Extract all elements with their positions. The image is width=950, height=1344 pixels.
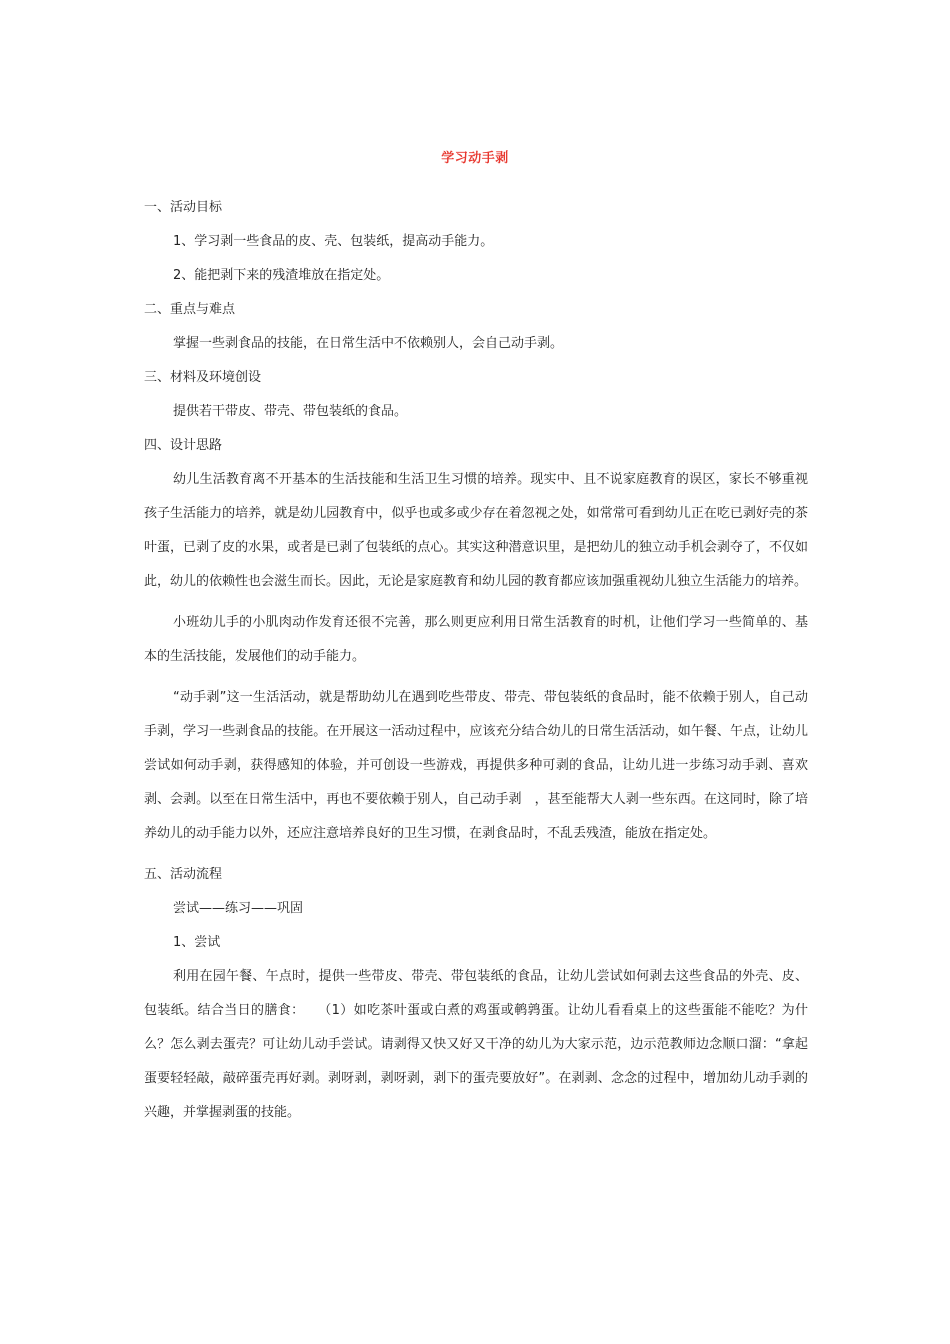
design-paragraph-2: 小班幼儿手的小肌肉动作发育还很不完善，那么则更应利用日常生活教育的时机，让他们学习一些简单的、基本的生活技能，发展他们的动手能力。: [144, 615, 808, 664]
design-paragraph-3: “动手剥”这一生活活动，就是帮助幼儿在遇到吃些带皮、带壳、带包装纸的食品时，能不依赖于别人，自己动手剥，学习一些剥食品的技能。在开展这一活动过程中，应该充分结合幼儿的日常生活活动，如午餐、午点，让幼儿尝试如何动手剥，获得感知的体验，并可创设一些游戏，再提供多种可剥的食品，让幼儿进一步练习动手剥、喜欢剥、会剥。以至在日常生活中，再也不要依赖于别人，自己动手剥 ，甚至能帮大人剥一些东西。在这同时，除了培养幼儿的动手能力以外，还应注意培养良好的卫生习惯，在剥食品时，不乱丢残渣，能放在指定处。: [144, 690, 808, 841]
section-heading-process: 五、活动流程: [144, 867, 223, 882]
goal-item-1: 1、学习剥一些食品的皮、壳、包装纸，提高动手能力。: [173, 234, 494, 249]
section-heading-goals: 一、活动目标: [144, 200, 223, 215]
process-subheading-try: 1、尝试: [173, 935, 221, 950]
section-heading-design: 四、设计思路: [144, 438, 223, 453]
key-points-text: 掌握一些剥食品的技能，在日常生活中不依赖别人，会自己动手剥。: [173, 336, 564, 351]
section-heading-materials: 三、材料及环境创设: [144, 370, 262, 385]
design-paragraph-1: 幼儿生活教育离不开基本的生活技能和生活卫生习惯的培养。现实中、且不说家庭教育的误区，家长不够重视孩子生活能力的培养，就是幼儿园教育中，似乎也或多或少存在着忽视之处，如常常可看到幼儿正在吃已剥好壳的茶叶蛋，已剥了皮的水果，或者是已剥了包装纸的点心。其实这种潜意识里，是把幼儿的独立动手机会剥夺了，不仅如此，幼儿的依赖性也会滋生而长。因此，无论是家庭教育和幼儿园的教育都应该加强重视幼儿独立生活能力的培养。: [144, 472, 808, 589]
materials-text: 提供若干带皮、带壳、带包装纸的食品。: [173, 404, 408, 419]
page-title: 学习动手剥: [441, 151, 509, 166]
goal-item-2: 2、能把剥下来的残渣堆放在指定处。: [173, 268, 390, 283]
process-paragraph-1: 利用在园午餐、午点时，提供一些带皮、带壳、带包装纸的食品，让幼儿尝试如何剥去这些食品的外壳、皮、包装纸。结合当日的膳食： （1）如吃茶叶蛋或白煮的鸡蛋或鹌鹑蛋。让幼儿看看桌上的这些蛋能不能吃？为什么？怎么剥去蛋壳？可让幼儿动手尝试。请剥得又快又好又干净的幼儿为大家示范，边示范教师边念顺口溜：“拿起蛋要轻轻敲，敲碎蛋壳再好剥。剥呀剥，剥呀剥，剥下的蛋壳要放好”。在剥剥、念念的过程中，增加幼儿动手剥的兴趣，并掌握剥蛋的技能。: [144, 969, 808, 1120]
process-flow: 尝试——练习——巩固: [173, 901, 304, 916]
section-heading-key-points: 二、重点与难点: [144, 302, 236, 317]
document-body: [144, 198, 808, 1144]
